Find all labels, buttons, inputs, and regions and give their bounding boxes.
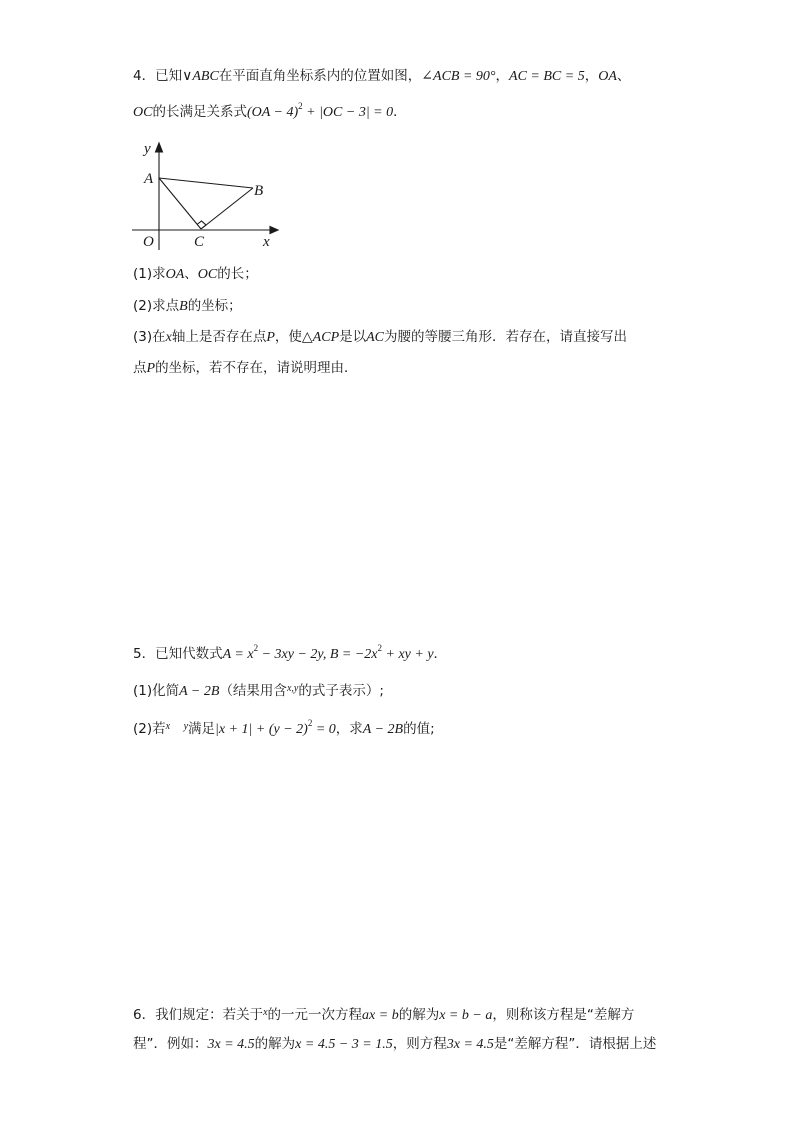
q4-part-1: (1)求OA、OC的长； [133,266,258,282]
y-axis-arrow [156,143,163,152]
q5-part-1: (1)化简A − 2B（结果用含$^{x,y}$的式子表示）; [133,683,384,699]
q6-number: 6 [133,1007,142,1023]
right-angle-mark [197,221,206,229]
q4-line-1: 4．已知∨ABC在平面直角坐标系内的位置如图，∠ACB = 90°，AC = BC = 5，OA、 [133,68,631,84]
q5-line-1: 5．已知代数式$A = x^2 - 3xy - 2y$, $B = -2x^2$ + xy + y． [133,643,448,662]
q5-number: 5 [133,646,142,662]
segment-bc [201,188,253,229]
q6-line-2: 程”．例如：3x = 4.5的解为x = 4.5 − 3 = 1.5，则方程3x = 4.5是“差解方程”．请根据上述 [133,1036,657,1052]
label-b: B [254,183,264,199]
label-a: A [144,171,154,187]
label-o: O [143,234,154,250]
relation-expression: (OA − 4) [246,105,299,120]
label-y: y [144,141,151,157]
label-x: x [263,234,270,250]
angle-acb: ∠ACB = 90° [421,69,496,84]
q4-number: 4 [133,68,142,84]
q4-part-3-cont: 点P的坐标，若不存在，请说明理由． [133,360,358,376]
q6-line-1: 6．我们规定：若关于$^x$的一元一次方程ax = b的解为x = b − a，则称该方程是“差解方 [133,1007,635,1023]
coordinate-figure [130,138,290,253]
q5-part-2: (2)若$^x$ $^y$满足$|x + 1| + (y - 2)^2 = 0$，求A − 2B的值; [133,718,435,737]
label-c: C [194,234,205,250]
segment-ac [159,178,201,229]
q4-part-3: (3)在x轴上是否存在点P，使△ACP是以AC为腰的等腰三角形．若存在，请直接写出 [133,329,628,345]
q4-line-2: OC的长满足关系式(OA − 4)$^2$ + |OC − 3| = 0． [133,101,407,120]
segment-ab [159,178,253,188]
q4-part-2: (2)求点B的坐标； [133,298,242,314]
x-axis-arrow [270,227,278,234]
